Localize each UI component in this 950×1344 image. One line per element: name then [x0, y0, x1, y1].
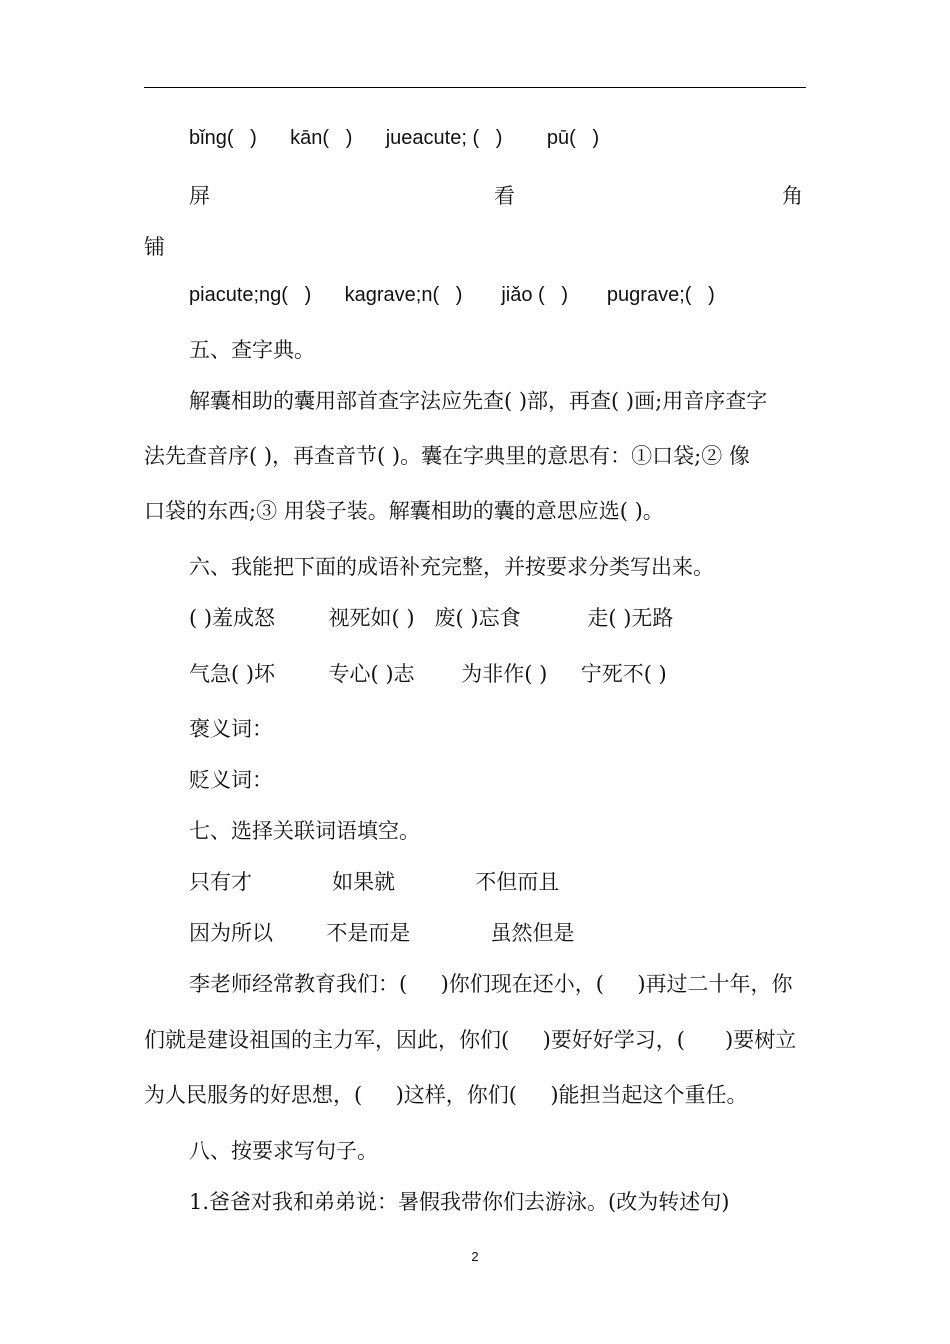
- section5-line-1: 解囊相助的囊用部首查字法应先查( )部，再查( )画;用音序查字: [189, 389, 768, 413]
- justified-char-1: 屏: [189, 184, 210, 208]
- header-rule: [144, 87, 806, 88]
- idioms-row-1: ( )羞成怒 视死如( ) 废( )忘食 走( )无路: [189, 606, 674, 630]
- conjunction-options-row-2: 因为所以 不是而是 虽然但是: [189, 921, 575, 945]
- section7-line-3: 为人民服务的好思想，( )这样，你们( )能担当起这个重任。: [144, 1083, 748, 1107]
- positive-words-label: 褒义词：: [189, 717, 273, 741]
- idioms-row-2: 气急( )坏 专心( )志 为非作( ) 宁死不( ): [189, 662, 667, 686]
- section7-heading: 七、选择关联词语填空。: [189, 819, 420, 843]
- section7-line-1: 李老师经常教育我们：( )你们现在还小，( )再过二十年，你: [189, 972, 793, 996]
- section5-line-2: 法先查音序( )，再查音节( )。囊在字典里的意思有：①口袋;② 像: [144, 444, 750, 468]
- section5-heading: 五、查字典。: [189, 338, 315, 362]
- pinyin-row-1: bǐng( ) kān( ) jueacute; ( ) pū( ): [189, 127, 600, 149]
- page-number: 2: [471, 1249, 479, 1264]
- section5-line-3: 口袋的东西;③ 用袋子装。解囊相助的囊的意思应选( )。: [144, 499, 664, 523]
- conjunction-options-row-1: 只有才 如果就 不但而且: [189, 870, 560, 894]
- justified-char-2: 看: [494, 184, 515, 208]
- section8-item-1: 1.爸爸对我和弟弟说：暑假我带你们去游泳。(改为转述句): [189, 1190, 730, 1214]
- wrapped-char: 铺: [144, 235, 165, 259]
- section8-heading: 八、按要求写句子。: [189, 1139, 378, 1163]
- pinyin-row-2: piacute;ng( ) kagrave;n( ) jiǎo ( ) pugrave;( ): [189, 284, 715, 306]
- section6-heading: 六、我能把下面的成语补充完整，并按要求分类写出来。: [189, 555, 714, 579]
- section7-line-2: 们就是建设祖国的主力军，因此，你们( )要好好学习，( )要树立: [144, 1028, 797, 1052]
- justified-char-3: 角: [782, 184, 803, 208]
- negative-words-label: 贬义词：: [189, 768, 273, 792]
